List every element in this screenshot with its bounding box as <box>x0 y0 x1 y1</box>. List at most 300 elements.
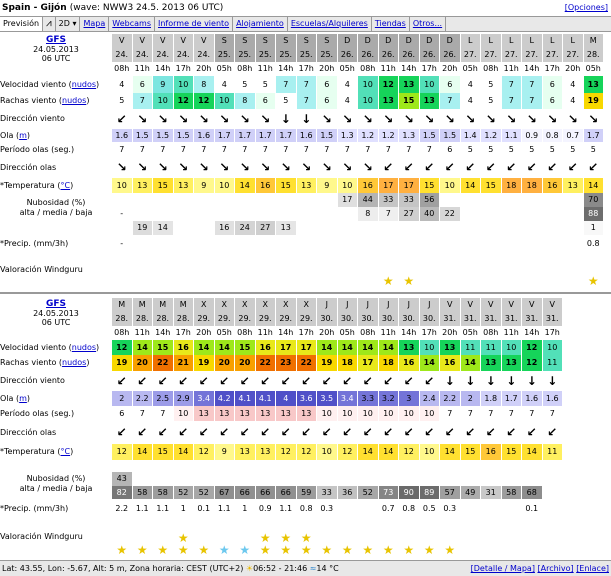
direction-arrow-icon: ↙ <box>153 421 174 444</box>
tab-lodging[interactable]: Alojamiento <box>233 17 288 31</box>
cell-precip <box>563 235 584 253</box>
cell-gust: 7 <box>133 93 154 109</box>
direction-arrow-icon: ↙ <box>399 371 420 391</box>
cell-temp: 10 <box>317 444 338 460</box>
cell-cloud_mid: 66 <box>276 486 297 499</box>
cell-period: 7 <box>194 142 215 157</box>
header-hours: 14h <box>153 326 174 340</box>
header-days: L <box>481 34 502 48</box>
cell-period: 7 <box>133 406 154 421</box>
header-days: L <box>563 34 584 48</box>
cell-temp: 17 <box>399 178 420 193</box>
unit-link[interactable]: m <box>19 130 27 140</box>
direction-arrow-icon: ↙ <box>133 371 154 391</box>
cell-period: 7 <box>440 406 461 421</box>
cell-gust: 6 <box>317 93 338 109</box>
cell-cloud_high <box>379 472 400 486</box>
row-label-period: Período olas (seg.) <box>0 144 75 154</box>
cell-temp: 14 <box>174 444 195 460</box>
direction-arrow-icon: ↘ <box>297 157 318 178</box>
header-hours: 14h <box>399 326 420 340</box>
cell-precip <box>502 235 523 253</box>
cell-period: 13 <box>235 406 256 421</box>
cell-wind: 14 <box>317 340 338 355</box>
knots-link[interactable]: nudos <box>62 358 87 367</box>
cell-cloud_high <box>358 472 379 486</box>
page-footer <box>0 560 611 576</box>
cell-precip <box>481 235 502 253</box>
cell-cloud_low <box>297 221 318 235</box>
rating-star-icon: ★ <box>194 518 215 556</box>
cell-temp: 16 <box>481 444 502 460</box>
cell-temp: 9 <box>317 178 338 193</box>
model-link[interactable]: GFS <box>45 35 67 45</box>
cell-temp: 15 <box>502 444 523 460</box>
row-label-cloud: Nubosidad (%) alta / media / baja <box>19 198 93 217</box>
direction-arrow-icon: ↙ <box>358 421 379 444</box>
cell-cloud_low: 27 <box>256 221 277 235</box>
header-dates: 26. <box>379 48 400 62</box>
cell-period: 7 <box>461 406 482 421</box>
direction-arrow-icon: ↘ <box>215 109 236 129</box>
row-label-wave_dir: Dirección olas <box>0 162 57 172</box>
header-days: L <box>543 34 564 48</box>
header-days: S <box>297 34 318 48</box>
cell-wind: 4 <box>215 76 236 93</box>
knots-link[interactable]: nudos <box>71 79 97 89</box>
row-label-temp: *Temperatura (°C) <box>0 447 74 456</box>
cell-wind: 4 <box>461 76 482 93</box>
cell-cloud_mid <box>543 486 564 499</box>
cell-wind: 11 <box>481 340 502 355</box>
direction-arrow-icon: ↙ <box>379 157 400 178</box>
cell-wave: 1.6 <box>522 391 543 406</box>
cell-temp: 14 <box>358 444 379 460</box>
cell-wind: 13 <box>399 76 420 93</box>
header-hours: 08h <box>358 62 379 76</box>
rating-star-icon: ★ ★ <box>174 518 195 556</box>
header-hours: 17h <box>420 62 441 76</box>
header-hours: 20h <box>194 62 215 76</box>
cell-gust: 7 <box>522 93 543 109</box>
cell-wind: 15 <box>235 340 256 355</box>
rating-star-icon <box>297 253 318 287</box>
cell-period: 7 <box>153 406 174 421</box>
cell-cloud_high: 56 <box>420 193 441 207</box>
cell-precip <box>358 235 379 253</box>
direction-arrow-icon: ↙ <box>420 421 441 444</box>
unit-link[interactable]: °C <box>60 180 71 190</box>
cell-cloud_high <box>174 193 195 207</box>
knots-link[interactable]: nudos <box>62 96 87 105</box>
cell-wave: 0.8 <box>543 129 564 142</box>
row-label-wind: Velocidad viento (nudos) <box>0 79 100 89</box>
cell-cloud_high <box>276 193 297 207</box>
cell-wave: 1.6 <box>112 129 133 142</box>
direction-arrow-icon: ↘ <box>317 109 338 129</box>
cell-wind: 5 <box>256 76 277 93</box>
cell-wind: 14 <box>194 340 215 355</box>
rating-star-icon: ★ <box>133 518 154 556</box>
header-hours: 17h <box>174 62 195 76</box>
cell-gust: 5 <box>276 93 297 109</box>
cell-cloud_low: 13 <box>276 221 297 235</box>
cell-cloud_high <box>235 472 256 486</box>
cell-wind: 14 <box>338 340 359 355</box>
header-hours: 17h <box>174 326 195 340</box>
header-hours: 20h <box>194 326 215 340</box>
cell-cloud_mid <box>543 207 564 221</box>
rating-star-icon: ★ <box>358 518 379 556</box>
header-days: L <box>502 34 523 48</box>
forecast-table-1 <box>0 32 611 292</box>
cell-gust: 20 <box>235 355 256 371</box>
cell-cloud_low: 24 <box>235 221 256 235</box>
header-dates: 30. <box>358 312 379 326</box>
cell-period: 7 <box>399 142 420 157</box>
header-hours: 08h <box>112 326 133 340</box>
header-days: J <box>358 298 379 312</box>
cell-cloud_low: 19 <box>133 221 154 235</box>
rating-star-icon <box>235 253 256 287</box>
cell-precip <box>543 235 564 253</box>
cell-cloud_high <box>440 193 461 207</box>
cell-gust: 7 <box>297 93 318 109</box>
header-dates: 31. <box>440 312 461 326</box>
rating-star-icon: ★ <box>153 518 174 556</box>
direction-arrow-icon: ↙ <box>317 371 338 391</box>
cell-wave: 2.9 <box>174 391 195 406</box>
cell-period: 7 <box>297 142 318 157</box>
direction-arrow-icon: ↘ <box>256 109 277 129</box>
header-days: J <box>379 298 400 312</box>
cell-cloud_low <box>481 221 502 235</box>
header-days: J <box>399 298 420 312</box>
cell-temp: 16 <box>256 178 277 193</box>
cell-wind: 4 <box>563 76 584 93</box>
cell-cloud_mid: 59 <box>297 486 318 499</box>
footer-links <box>471 561 609 576</box>
cell-cloud_high <box>256 193 277 207</box>
rating-star-icon <box>481 518 502 556</box>
cell-wave: 1.7 <box>584 129 605 142</box>
cell-cloud_high <box>481 193 502 207</box>
cell-gust: 12 <box>194 93 215 109</box>
direction-arrow-icon: ↙ <box>543 157 564 178</box>
rating-star-icon <box>174 253 195 287</box>
cell-period: 13 <box>215 406 236 421</box>
cell-gust: 18 <box>379 355 400 371</box>
direction-arrow-icon: ↘ <box>338 157 359 178</box>
direction-arrow-icon: ↘ <box>440 109 461 129</box>
tab-2d[interactable]: 2D ▾ <box>56 17 81 31</box>
tab-shops[interactable]: Tiendas <box>372 17 410 31</box>
direction-arrow-icon: ↙ <box>543 421 564 444</box>
cell-period: 7 <box>543 406 564 421</box>
cell-temp: 17 <box>379 178 400 193</box>
cell-cloud_mid <box>563 207 584 221</box>
cell-wind: 4 <box>112 76 133 93</box>
cell-temp: 15 <box>420 178 441 193</box>
cell-wave: 1.5 <box>420 129 441 142</box>
row-label-wind: Velocidad viento (nudos) <box>0 342 100 352</box>
header-days: D <box>379 34 400 48</box>
header-dates: 30. <box>379 312 400 326</box>
cell-cloud_low <box>543 221 564 235</box>
header-dates: 29. <box>215 312 236 326</box>
direction-arrow-icon: ↓ <box>461 371 482 391</box>
cell-cloud_low <box>317 221 338 235</box>
direction-arrow-icon: ↙ <box>440 157 461 178</box>
cell-period: 7 <box>133 142 154 157</box>
header-days: D <box>420 34 441 48</box>
direction-arrow-icon: ↘ <box>256 157 277 178</box>
header-days: J <box>317 298 338 312</box>
direction-arrow-icon: ↘ <box>543 109 564 129</box>
header-dates: 30. <box>420 312 441 326</box>
detail-map-link[interactable]: [Detalle / Mapa] <box>470 564 535 573</box>
cell-cloud_mid <box>256 207 277 221</box>
cell-cloud_high <box>543 193 564 207</box>
cell-gust: 14 <box>420 355 441 371</box>
cell-precip: 0.8 <box>584 235 605 253</box>
direction-arrow-icon: ↙ <box>481 157 502 178</box>
header-hours: 11h <box>133 62 154 76</box>
tab-webcams[interactable]: Webcams <box>109 17 155 31</box>
header-hours: 17h <box>420 326 441 340</box>
cell-wave: 4 <box>276 391 297 406</box>
cell-temp: 15 <box>153 178 174 193</box>
cell-wave: 1.5 <box>317 129 338 142</box>
graph-icon[interactable]: ⩘ <box>43 17 56 31</box>
cell-cloud_mid: 82 <box>112 486 133 499</box>
cell-temp: 14 <box>133 444 154 460</box>
cell-period: 5 <box>502 142 523 157</box>
header-dates: 25. <box>235 48 256 62</box>
direction-arrow-icon: ↙ <box>584 157 605 178</box>
header-days: V <box>461 298 482 312</box>
cell-precip <box>276 235 297 253</box>
cell-gust: 20 <box>215 355 236 371</box>
forecast-table-2 <box>0 296 611 558</box>
cell-wave: 1.8 <box>481 391 502 406</box>
header-days: X <box>215 298 236 312</box>
header-days: V <box>112 34 133 48</box>
options-link[interactable]: [Opciones] <box>564 3 608 12</box>
cell-cloud_mid <box>276 207 297 221</box>
cell-precip: 0.5 <box>420 502 441 516</box>
cell-gust: 16 <box>440 355 461 371</box>
cell-cloud_high <box>461 472 482 486</box>
header-dates: 24. <box>174 48 195 62</box>
tab-other[interactable]: Otros... <box>410 17 446 31</box>
rating-star-icon <box>133 253 154 287</box>
header-days: D <box>399 34 420 48</box>
direction-arrow-icon: ↙ <box>317 421 338 444</box>
cell-wind: 13 <box>440 340 461 355</box>
header-hours: 11h <box>502 326 523 340</box>
cell-cloud_mid <box>502 207 523 221</box>
cell-period: 5 <box>522 142 543 157</box>
cell-cloud_mid: 40 <box>420 207 441 221</box>
rating-star-icon: ★ <box>235 518 256 556</box>
cell-cloud_mid: 7 <box>379 207 400 221</box>
direction-arrow-icon: ↙ <box>481 421 502 444</box>
cell-wind: 4 <box>338 76 359 93</box>
cell-temp: 12 <box>276 444 297 460</box>
cell-period: 10 <box>317 406 338 421</box>
cell-cloud_mid: 58 <box>133 486 154 499</box>
header-days: L <box>461 34 482 48</box>
tab-forecast[interactable]: Previsión <box>0 17 43 31</box>
cell-cloud_mid: 22 <box>440 207 461 221</box>
direction-arrow-icon: ↓ <box>276 109 297 129</box>
cell-period: 10 <box>420 406 441 421</box>
cell-wind: 6 <box>133 76 154 93</box>
cell-wind: 17 <box>297 340 318 355</box>
cell-gust: 13 <box>502 355 523 371</box>
cell-cloud_high <box>153 472 174 486</box>
header-dates: 26. <box>440 48 461 62</box>
rating-star-icon: ★ <box>379 518 400 556</box>
tab-wind-report[interactable]: Informe de viento <box>155 17 233 31</box>
cell-precip: 0.9 <box>256 502 277 516</box>
cell-wave: 3.3 <box>358 391 379 406</box>
cell-cloud_mid <box>153 207 174 221</box>
cell-wind: 10 <box>502 340 523 355</box>
header-hours: 20h <box>440 326 461 340</box>
header-hours: 20h <box>440 62 461 76</box>
direction-arrow-icon: ↙ <box>153 371 174 391</box>
direction-arrow-icon: ↘ <box>399 109 420 129</box>
cell-cloud_high <box>522 193 543 207</box>
cell-cloud_mid: 89 <box>420 486 441 499</box>
header-dates: 25. <box>256 48 277 62</box>
header-hours: 11h <box>133 326 154 340</box>
cell-gust: 14 <box>461 355 482 371</box>
direction-arrow-icon: ↘ <box>235 157 256 178</box>
cell-wave: 2.5 <box>153 391 174 406</box>
direction-arrow-icon: ↙ <box>420 157 441 178</box>
cell-wave: 3.2 <box>379 391 400 406</box>
rating-star-icon: ★ <box>420 518 441 556</box>
cell-period: 5 <box>543 142 564 157</box>
tab-schools[interactable]: Escuelas/Alquileres <box>288 17 372 31</box>
cell-cloud_high <box>133 193 154 207</box>
row-label-precip: *Precip. (mm/3h) <box>0 239 69 248</box>
divider <box>0 292 611 294</box>
row-label-wind_dir: Dirección viento <box>0 376 65 385</box>
header-dates: 31. <box>522 312 543 326</box>
direction-arrow-icon: ↙ <box>256 371 277 391</box>
cell-wave: 2.4 <box>420 391 441 406</box>
rating-star-icon <box>522 253 543 287</box>
cell-gust: 23 <box>276 355 297 371</box>
cell-wave: 1.5 <box>133 129 154 142</box>
cell-gust: 10 <box>215 93 236 109</box>
direction-arrow-icon: ↘ <box>481 109 502 129</box>
direction-arrow-icon: ↘ <box>112 157 133 178</box>
header-days: M <box>153 298 174 312</box>
cell-period: 13 <box>256 406 277 421</box>
cell-gust: 19 <box>112 355 133 371</box>
cell-cloud_mid: 36 <box>338 486 359 499</box>
knots-link[interactable]: nudos <box>71 342 97 352</box>
cell-period: 10 <box>399 406 420 421</box>
header-days: V <box>522 298 543 312</box>
cell-cloud_low <box>461 221 482 235</box>
cell-period: 6 <box>440 142 461 157</box>
row-label-wave: Ola (m) <box>0 130 31 140</box>
cell-cloud_high <box>563 193 584 207</box>
cell-wave: 1.6 <box>297 129 318 142</box>
archive-link[interactable]: [Archivo] <box>537 564 574 573</box>
rating-star-icon <box>543 518 564 556</box>
cell-gust: 5 <box>481 93 502 109</box>
header-dates: 31. <box>481 312 502 326</box>
cell-precip: 0.3 <box>317 502 338 516</box>
header-hours: 11h <box>379 62 400 76</box>
header-dates: 26. <box>358 48 379 62</box>
cell-cloud_mid: 66 <box>256 486 277 499</box>
model-utc: 06 UTC <box>41 318 71 327</box>
direction-arrow-icon: ↙ <box>235 421 256 444</box>
direction-arrow-icon: ↙ <box>461 157 482 178</box>
header-dates: 27. <box>522 48 543 62</box>
cell-period: 13 <box>297 406 318 421</box>
header-hours: 05h <box>338 62 359 76</box>
unit-link[interactable]: °C <box>60 447 71 456</box>
cell-gust: 4 <box>461 93 482 109</box>
cell-cloud_high <box>440 472 461 486</box>
rating-star-icon: ★ <box>399 518 420 556</box>
direction-arrow-icon: ↙ <box>133 421 154 444</box>
header-days: V <box>502 298 523 312</box>
cell-cloud_mid <box>317 207 338 221</box>
direction-arrow-icon: ↙ <box>256 421 277 444</box>
header-dates: 28. <box>112 312 133 326</box>
cell-cloud_high <box>502 193 523 207</box>
cell-period: 10 <box>358 406 379 421</box>
cell-precip <box>256 235 277 253</box>
direction-arrow-icon: ↓ <box>543 371 564 391</box>
header-days: M <box>112 298 133 312</box>
cell-period: 7 <box>276 142 297 157</box>
header-dates: 25. <box>317 48 338 62</box>
rating-star-icon <box>215 253 236 287</box>
cell-wave: 1.1 <box>502 129 523 142</box>
cell-precip: 1.1 <box>215 502 236 516</box>
direction-arrow-icon: ↘ <box>563 109 584 129</box>
header-hours: 11h <box>256 326 277 340</box>
cell-cloud_high <box>481 472 502 486</box>
unit-link[interactable]: m <box>19 393 27 403</box>
cell-gust: 13 <box>420 93 441 109</box>
row-label-wind_dir: Dirección viento <box>0 114 65 123</box>
cell-temp: 15 <box>276 178 297 193</box>
rating-star-icon: ★ ★ <box>256 518 277 556</box>
rating-star-icon <box>338 253 359 287</box>
cell-precip <box>194 235 215 253</box>
header-hours: 05h <box>461 62 482 76</box>
cell-precip <box>215 235 236 253</box>
model-link[interactable]: GFS <box>45 299 67 309</box>
cell-precip <box>399 235 420 253</box>
link-link[interactable]: [Enlace] <box>576 564 609 573</box>
cell-wind: 14 <box>379 340 400 355</box>
tab-map[interactable]: Mapa <box>80 17 109 31</box>
cell-precip <box>461 235 482 253</box>
